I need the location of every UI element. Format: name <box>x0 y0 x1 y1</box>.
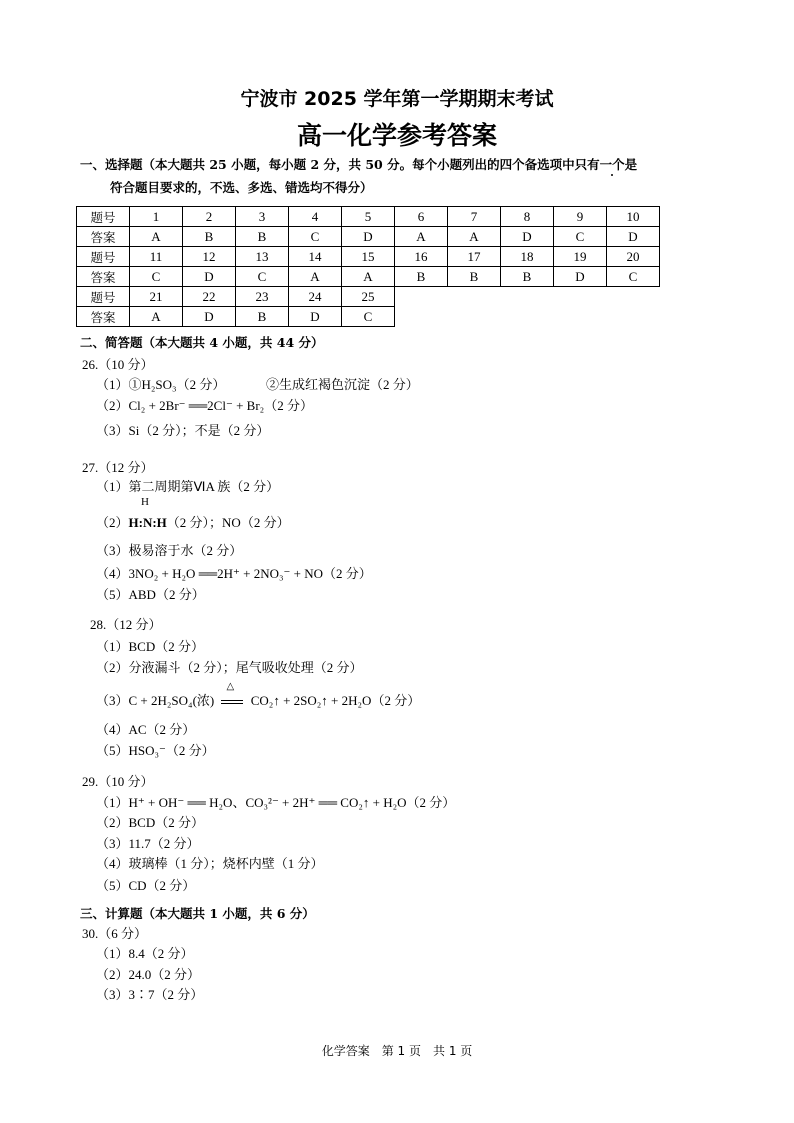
q26-label: 26.（10 分） <box>82 357 154 372</box>
table-cell: B <box>236 307 289 327</box>
q26-answer-1b: ②生成红褐色沉淀（2 分） <box>266 377 419 392</box>
table-cell: 20 <box>607 247 660 267</box>
q28-answer-1: （1）BCD（2 分） <box>96 639 204 654</box>
equals-double-line <box>221 700 243 704</box>
table-cell: D <box>554 267 607 287</box>
table-cell: A <box>448 227 501 247</box>
q27-answer-2-suffix: （2 分）；NO（2 分） <box>166 515 290 530</box>
q27-answer-5: （5）ABD（2 分） <box>96 587 205 602</box>
table-cell: 22 <box>183 287 236 307</box>
table-cell: B <box>236 227 289 247</box>
q29-answer-3: （3）11.7（2 分） <box>96 836 200 851</box>
empty-cell <box>607 287 660 307</box>
table-cell: 10 <box>607 207 660 227</box>
q29-answer-1: （1）H⁺ + OH⁻ ══ H₂O、CO₃²⁻ + 2H⁺ ══ CO₂↑ + H₂O（2 分） <box>96 795 456 810</box>
q30-answer-2: （2）24.0（2 分） <box>96 967 201 982</box>
table-cell: A <box>342 267 395 287</box>
section1-heading-part2: 是 <box>624 157 638 172</box>
table-cell: 15 <box>342 247 395 267</box>
q27-formula-top-h: H <box>141 496 149 508</box>
q29-label: 29.（10 分） <box>82 774 154 789</box>
q26-answer-3: （3）Si（2 分）；不是（2 分） <box>96 423 270 438</box>
table-cell: C <box>236 267 289 287</box>
q26-answer-1: （1）①H₂SO₃（2 分） <box>96 377 226 392</box>
row-label-question: 题号 <box>77 207 130 227</box>
empty-cell <box>501 307 554 327</box>
q27-answer-4: （4）3NO₂ + H₂O ══2H⁺ + 2NO₃⁻ + NO（2 分） <box>96 566 372 581</box>
q28-answer-3-reactants: （3）C + 2H₂SO₄(浓) <box>96 693 215 708</box>
q26-answer-2: （2）Cl₂ + 2Br⁻ ══2Cl⁻ + Br₂（2 分） <box>96 398 313 413</box>
q27-label: 27.（12 分） <box>82 460 154 475</box>
empty-cell <box>554 287 607 307</box>
table-cell: 12 <box>183 247 236 267</box>
table-cell: 21 <box>130 287 183 307</box>
table-cell: 14 <box>289 247 342 267</box>
table-cell: 16 <box>395 247 448 267</box>
empty-cell <box>448 307 501 327</box>
q28-answer-2: （2）分液漏斗（2 分）；尾气吸收处理（2 分） <box>96 660 363 675</box>
table-cell: A <box>395 227 448 247</box>
q27-answer-1: （1）第二周期第ⅥA 族（2 分） <box>96 479 280 494</box>
table-cell: A <box>289 267 342 287</box>
row-label-question: 题号 <box>77 247 130 267</box>
answer-table <box>76 206 660 327</box>
section1-heading-part1: 一、选择题（本大题共 25 小题，每小题 2 分，共 50 分。每个小题列出的四个备选项中只有 <box>80 157 600 172</box>
table-cell: 8 <box>501 207 554 227</box>
table-cell: 18 <box>501 247 554 267</box>
empty-cell <box>501 287 554 307</box>
section1-heading <box>80 155 730 173</box>
empty-cell <box>554 307 607 327</box>
q30-answer-1: （1）8.4（2 分） <box>96 946 194 961</box>
q28-label: 28.（12 分） <box>90 617 162 632</box>
table-cell: C <box>554 227 607 247</box>
q30-answer-3: （3）3∶7（2 分） <box>96 987 204 1002</box>
table-cell: D <box>501 227 554 247</box>
row-label-answer: 答案 <box>77 307 130 327</box>
table-cell: C <box>607 267 660 287</box>
table-cell: 1 <box>130 207 183 227</box>
row-label-question: 题号 <box>77 287 130 307</box>
table-cell: C <box>342 307 395 327</box>
row-label-answer: 答案 <box>77 227 130 247</box>
exam-title: 宁波市 2025 学年第一学期期末考试 <box>240 88 554 110</box>
table-cell: B <box>501 267 554 287</box>
table-cell: D <box>183 307 236 327</box>
table-cell: A <box>130 307 183 327</box>
section2-heading: 二、简答题（本大题共 4 小题，共 44 分） <box>80 335 324 350</box>
heating-condition-arrow <box>221 681 243 709</box>
q28-answer-4: （4）AC（2 分） <box>96 722 196 737</box>
row-label-answer: 答案 <box>77 267 130 287</box>
heat-symbol: △ <box>226 681 235 692</box>
table-cell: 2 <box>183 207 236 227</box>
empty-cell <box>395 307 448 327</box>
table-row-answers-3 <box>77 307 660 327</box>
q27-answer-2-prefix: （2） <box>96 515 129 530</box>
table-cell: A <box>130 227 183 247</box>
q29-answer-2: （2）BCD（2 分） <box>96 815 204 830</box>
table-row-answers-2 <box>77 267 660 287</box>
q28-answer-5: （5）HSO₃⁻（2 分） <box>96 743 215 758</box>
section1-heading-line2: 符合题目要求的，不选、多选、错选均不得分） <box>110 180 373 195</box>
table-cell: 5 <box>342 207 395 227</box>
q28-answer-3 <box>96 681 421 709</box>
q27-electron-formula: H:N:H <box>128 515 167 530</box>
q28-answer-3-products: CO₂↑ + 2SO₂↑ + 2H₂O（2 分） <box>250 693 421 708</box>
table-cell: 13 <box>236 247 289 267</box>
table-row-answers-1 <box>77 227 660 247</box>
table-cell: D <box>342 227 395 247</box>
table-row-questions-3 <box>77 287 660 307</box>
empty-cell <box>395 287 448 307</box>
document-title: 高一化学参考答案 <box>296 121 497 150</box>
table-row-questions-1 <box>77 207 660 227</box>
table-cell: B <box>395 267 448 287</box>
table-cell: 19 <box>554 247 607 267</box>
table-cell: 9 <box>554 207 607 227</box>
table-cell: B <box>183 227 236 247</box>
q29-answer-5: （5）CD（2 分） <box>96 878 196 893</box>
empty-cell <box>607 307 660 327</box>
table-cell: D <box>607 227 660 247</box>
table-cell: 24 <box>289 287 342 307</box>
q27-answer-2 <box>96 512 290 531</box>
q27-answer-3: （3）极易溶于水（2 分） <box>96 543 243 558</box>
table-cell: D <box>289 307 342 327</box>
table-cell: 17 <box>448 247 501 267</box>
table-cell: 6 <box>395 207 448 227</box>
page-footer: 化学答案 第 1 页 共 1 页 <box>321 1044 473 1058</box>
table-cell: 4 <box>289 207 342 227</box>
table-cell: 7 <box>448 207 501 227</box>
table-cell: 25 <box>342 287 395 307</box>
q29-answer-4: （4）玻璃棒（1 分）；烧杯内壁（1 分） <box>96 856 324 871</box>
table-cell: 11 <box>130 247 183 267</box>
table-cell: 23 <box>236 287 289 307</box>
table-row-questions-2 <box>77 247 660 267</box>
section1-heading-emphasis: 一个 <box>599 157 625 172</box>
empty-cell <box>448 287 501 307</box>
table-cell: B <box>448 267 501 287</box>
table-cell: D <box>183 267 236 287</box>
table-cell: C <box>289 227 342 247</box>
table-cell: 3 <box>236 207 289 227</box>
section3-heading: 三、计算题（本大题共 1 小题，共 6 分） <box>80 906 315 921</box>
q30-label: 30.（6 分） <box>82 926 148 941</box>
table-cell: C <box>130 267 183 287</box>
